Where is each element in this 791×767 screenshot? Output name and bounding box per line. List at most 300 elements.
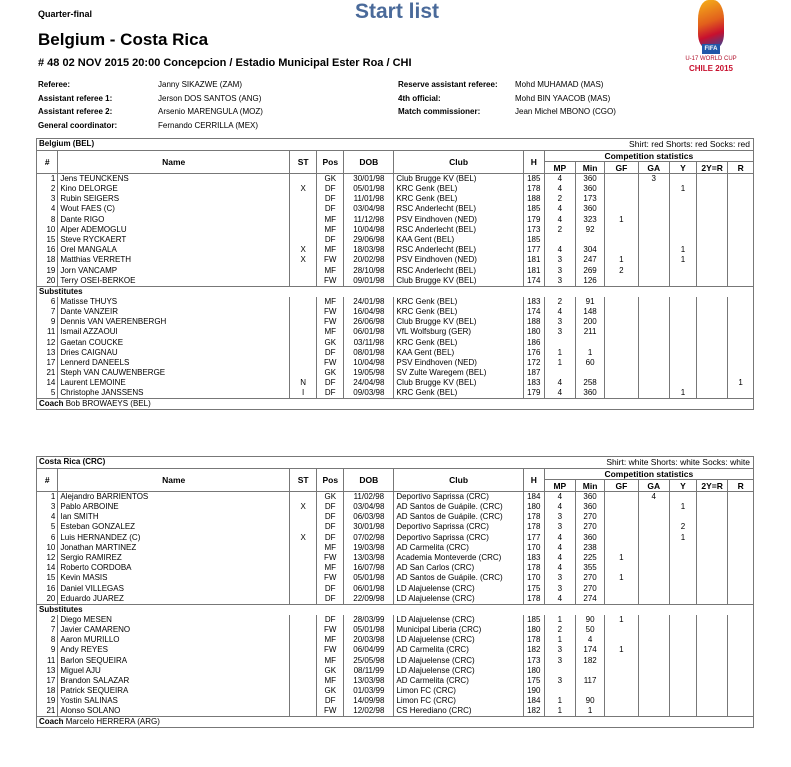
stat-y (669, 358, 696, 368)
stat-mp: 4 (544, 502, 575, 512)
player-dob: 13/03/98 (344, 553, 394, 563)
stat-mp: 4 (544, 563, 575, 573)
player-status (290, 358, 317, 368)
stat-gf (605, 184, 638, 194)
stat-y (669, 266, 696, 276)
stat-min: 1 (575, 348, 604, 358)
stat-mp: 3 (544, 327, 575, 337)
substitute-row (37, 666, 753, 676)
stat-ga (638, 553, 669, 563)
player-position: GK (317, 492, 344, 503)
col-stat: Y (669, 162, 696, 174)
col-status: ST (290, 151, 317, 174)
player-position: GK (317, 666, 344, 676)
player-height: 178 (523, 594, 544, 605)
stat-y (669, 297, 696, 307)
player-height: 190 (523, 686, 544, 696)
stat-2yr (697, 492, 728, 503)
player-club: LD Alajuelense (CRC) (394, 584, 523, 594)
col-status: ST (290, 469, 317, 492)
stat-2yr (697, 225, 728, 235)
team-header (37, 457, 753, 469)
stat-2yr (697, 625, 728, 635)
player-height: 180 (523, 625, 544, 635)
player-club: LD Alajuelense (CRC) (394, 615, 523, 625)
player-name: Aaron MURILLO (58, 635, 290, 645)
logo-line-2: CHILE 2015 (688, 64, 734, 73)
player-number: 18 (46, 255, 56, 265)
player-height: 184 (523, 492, 544, 503)
player-dob: 19/03/98 (344, 543, 394, 553)
player-dob: 16/07/98 (344, 563, 394, 573)
stat-min: 360 (575, 388, 604, 399)
player-dob: 14/09/98 (344, 696, 394, 706)
stat-min: 360 (575, 174, 604, 185)
player-position: FW (317, 358, 344, 368)
stat-y (669, 194, 696, 204)
player-number: 9 (50, 317, 56, 327)
stat-gf (605, 563, 638, 573)
stat-mp: 1 (544, 635, 575, 645)
player-height: 174 (523, 276, 544, 287)
stat-2yr (697, 615, 728, 625)
stat-min: 50 (575, 625, 604, 635)
stat-gf (605, 204, 638, 214)
player-status (290, 666, 317, 676)
stat-gf (605, 317, 638, 327)
player-club: Club Brugge KV (BEL) (394, 378, 523, 388)
col-stat: R (728, 162, 753, 174)
stat-min: 92 (575, 225, 604, 235)
substitute-row (37, 676, 753, 686)
col-stat: Min (575, 480, 604, 492)
player-position: MF (317, 635, 344, 645)
player-name: Kevin MASIS (58, 573, 290, 583)
stat-min: 1 (575, 706, 604, 717)
col-stat: Y (669, 480, 696, 492)
player-number: 2 (50, 614, 56, 624)
coach-label: Coach (39, 717, 64, 727)
tournament-logo (676, 0, 746, 86)
stat-y (669, 368, 696, 378)
stat-y (669, 563, 696, 573)
official-value: Jean Michel MBONO (CGO) (515, 107, 616, 116)
player-height: 188 (523, 317, 544, 327)
stat-min: 360 (575, 533, 604, 543)
player-name: Ismail AZZAOUI (58, 327, 290, 337)
official-label: Assistant referee 1: (38, 94, 113, 103)
player-name: Orel MANGALA (58, 245, 290, 255)
substitute-row (37, 337, 753, 347)
stat-y (669, 686, 696, 696)
player-height: 174 (523, 307, 544, 317)
starter-row (37, 204, 753, 214)
stat-mp: 4 (544, 594, 575, 605)
player-position: MF (317, 655, 344, 665)
stat-2yr (697, 358, 728, 368)
stat-ga (638, 215, 669, 225)
stat-mp: 4 (544, 543, 575, 553)
stat-r (728, 553, 753, 563)
stat-min: 270 (575, 584, 604, 594)
team-lineup-belgium (36, 138, 754, 410)
substitute-row (37, 358, 753, 368)
stat-ga (638, 512, 669, 522)
stat-gf: 1 (605, 553, 638, 563)
player-number: 3 (50, 194, 56, 204)
player-club: RSC Anderlecht (BEL) (394, 245, 523, 255)
player-status (290, 204, 317, 214)
stat-mp (544, 337, 575, 347)
starter-row (37, 584, 753, 594)
stat-2yr (697, 378, 728, 388)
stat-r (728, 492, 753, 503)
player-position: DF (317, 184, 344, 194)
player-number: 7 (50, 306, 56, 316)
player-dob: 06/01/98 (344, 584, 394, 594)
stat-r (728, 337, 753, 347)
stat-r (728, 368, 753, 378)
stat-y (669, 666, 696, 676)
stat-gf (605, 307, 638, 317)
stat-2yr (697, 676, 728, 686)
player-height: 183 (523, 553, 544, 563)
stat-mp: 4 (544, 215, 575, 225)
player-dob: 24/04/98 (344, 378, 394, 388)
stat-mp: 3 (544, 512, 575, 522)
player-status: X (290, 245, 317, 255)
player-number: 11 (47, 655, 56, 665)
stat-gf (605, 502, 638, 512)
player-status (290, 615, 317, 625)
player-status (290, 174, 317, 185)
player-position: MF (317, 563, 344, 573)
stat-y (669, 492, 696, 503)
stat-r (728, 174, 753, 185)
stat-mp: 2 (544, 297, 575, 307)
player-height: 173 (523, 655, 544, 665)
col-stat: Min (575, 162, 604, 174)
player-number: 1 (37, 492, 58, 503)
player-number: 21 (46, 706, 56, 716)
player-number: 8 (50, 214, 56, 224)
kit-colors: Shirt: white Shorts: white Socks: white (606, 457, 750, 467)
stat-gf (605, 635, 638, 645)
stat-ga (638, 307, 669, 317)
stat-2yr (697, 307, 728, 317)
player-dob: 11/01/98 (344, 194, 394, 204)
stat-min (575, 337, 604, 347)
stat-2yr (697, 297, 728, 307)
player-height: 187 (523, 368, 544, 378)
substitute-row (37, 297, 753, 307)
team-name: Belgium (BEL) (39, 139, 95, 148)
stat-2yr (697, 337, 728, 347)
stat-mp (544, 666, 575, 676)
player-position: GK (317, 337, 344, 347)
stat-2yr (697, 502, 728, 512)
stat-r (728, 573, 753, 583)
player-status (290, 594, 317, 605)
player-club: KRC Genk (BEL) (394, 297, 523, 307)
player-status: N (290, 378, 317, 388)
stat-2yr (697, 522, 728, 532)
player-position: DF (317, 235, 344, 245)
official-label: Match commissioner: (398, 107, 481, 116)
player-status: X (290, 255, 317, 265)
player-name: Wout FAES (C) (58, 204, 290, 214)
player-number: 11 (47, 327, 56, 337)
player-number: 17 (46, 675, 56, 685)
stat-y: 1 (669, 502, 696, 512)
stat-mp: 2 (544, 625, 575, 635)
stat-y (669, 512, 696, 522)
stat-ga (638, 225, 669, 235)
player-position: DF (317, 502, 344, 512)
player-name: Steve RYCKAERT (58, 235, 290, 245)
player-height: 179 (523, 388, 544, 399)
stat-r (728, 266, 753, 276)
player-number: 5 (50, 388, 56, 398)
player-status (290, 645, 317, 655)
stat-min: 355 (575, 563, 604, 573)
stat-min: 274 (575, 594, 604, 605)
stat-mp: 1 (544, 696, 575, 706)
player-number: 16 (46, 583, 56, 593)
player-name: Javier CAMARENO (58, 625, 290, 635)
starter-row (37, 184, 753, 194)
player-height: 188 (523, 194, 544, 204)
stat-gf (605, 225, 638, 235)
player-number: 10 (46, 542, 56, 552)
player-club: Club Brugge KV (BEL) (394, 317, 523, 327)
stat-y (669, 317, 696, 327)
stat-2yr (697, 594, 728, 605)
stat-ga (638, 184, 669, 194)
player-height: 186 (523, 337, 544, 347)
player-club: AD Santos de Guápile. (CRC) (394, 512, 523, 522)
player-height: 183 (523, 297, 544, 307)
player-dob: 08/01/98 (344, 348, 394, 358)
player-club: Deportivo Saprissa (CRC) (394, 522, 523, 532)
stat-gf (605, 245, 638, 255)
player-position: DF (317, 204, 344, 214)
stat-mp: 1 (544, 706, 575, 717)
player-status (290, 317, 317, 327)
substitute-row (37, 327, 753, 337)
player-status (290, 696, 317, 706)
player-dob: 22/09/98 (344, 594, 394, 605)
stat-ga (638, 533, 669, 543)
stat-min: 91 (575, 297, 604, 307)
player-position: MF (317, 543, 344, 553)
stat-ga (638, 378, 669, 388)
stat-r (728, 522, 753, 532)
col-position: Pos (317, 151, 344, 174)
player-number: 7 (50, 624, 56, 634)
player-name: Dante VANZEIR (58, 307, 290, 317)
stat-gf (605, 533, 638, 543)
player-height: 173 (523, 225, 544, 235)
stat-mp: 2 (544, 225, 575, 235)
player-height: 180 (523, 502, 544, 512)
stat-min (575, 368, 604, 378)
stat-ga (638, 194, 669, 204)
stat-2yr (697, 533, 728, 543)
stat-gf (605, 378, 638, 388)
player-height: 185 (523, 235, 544, 245)
player-name: Jens TEUNCKENS (58, 174, 290, 185)
stat-r (728, 276, 753, 287)
player-number: 6 (50, 296, 56, 306)
player-dob: 29/06/98 (344, 235, 394, 245)
stat-r (728, 625, 753, 635)
player-club: KRC Genk (BEL) (394, 184, 523, 194)
player-dob: 01/03/99 (344, 686, 394, 696)
stat-r (728, 543, 753, 553)
player-dob: 30/01/98 (344, 522, 394, 532)
stat-ga (638, 584, 669, 594)
player-status (290, 706, 317, 717)
stat-r (728, 235, 753, 245)
stat-mp: 4 (544, 245, 575, 255)
player-club: PSV Eindhoven (NED) (394, 255, 523, 265)
player-club: KRC Genk (BEL) (394, 337, 523, 347)
team-lineup-costa-rica (36, 456, 754, 728)
player-height: 177 (523, 245, 544, 255)
substitutes-section (37, 286, 753, 297)
player-status (290, 655, 317, 665)
player-position: GK (317, 686, 344, 696)
col-number: # (44, 475, 50, 485)
stat-mp: 2 (544, 194, 575, 204)
player-name: Gaetan COUCKE (58, 337, 290, 347)
stat-min: 60 (575, 358, 604, 368)
stat-y (669, 174, 696, 185)
player-number: 6 (50, 532, 56, 542)
stat-gf (605, 543, 638, 553)
stat-y (669, 276, 696, 287)
official-value: Fernando CERRILLA (MEX) (158, 121, 259, 130)
player-dob: 10/04/98 (344, 225, 394, 235)
stat-ga (638, 522, 669, 532)
stat-gf (605, 235, 638, 245)
stat-mp (544, 368, 575, 378)
starter-row (37, 215, 753, 225)
player-club: Limon FC (CRC) (394, 696, 523, 706)
player-height: 172 (523, 358, 544, 368)
starter-row (37, 512, 753, 522)
stat-2yr (697, 635, 728, 645)
player-status (290, 522, 317, 532)
player-club: LD Alajuelense (CRC) (394, 594, 523, 605)
player-position: MF (317, 297, 344, 307)
coach-row (37, 399, 753, 410)
match-teams: Belgium - Costa Rica (38, 30, 209, 49)
stat-2yr (697, 655, 728, 665)
player-position: DF (317, 584, 344, 594)
player-status: I (290, 388, 317, 399)
player-name: Barlon SEQUEIRA (58, 655, 290, 665)
stat-mp (544, 686, 575, 696)
stat-mp: 4 (544, 553, 575, 563)
player-position: MF (317, 215, 344, 225)
official-label: Assistant referee 2: (38, 107, 113, 116)
player-status (290, 266, 317, 276)
player-height: 177 (523, 533, 544, 543)
stat-min: 360 (575, 204, 604, 214)
player-dob: 11/12/98 (344, 215, 394, 225)
stat-min: 270 (575, 512, 604, 522)
player-number: 4 (50, 204, 56, 214)
stat-y (669, 543, 696, 553)
stat-mp: 3 (544, 645, 575, 655)
stat-min: 117 (575, 676, 604, 686)
player-name: Daniel VILLEGAS (58, 584, 290, 594)
stat-mp: 3 (544, 522, 575, 532)
stat-y (669, 573, 696, 583)
stat-mp: 3 (544, 317, 575, 327)
player-position: DF (317, 522, 344, 532)
stat-min: 225 (575, 553, 604, 563)
stat-min: 360 (575, 502, 604, 512)
stat-ga (638, 297, 669, 307)
stat-gf (605, 194, 638, 204)
stat-gf: 1 (605, 573, 638, 583)
stat-y (669, 676, 696, 686)
player-position: FW (317, 706, 344, 717)
player-club: Municipal Liberia (CRC) (394, 625, 523, 635)
player-dob: 06/04/99 (344, 645, 394, 655)
stat-ga (638, 502, 669, 512)
player-height: 182 (523, 645, 544, 655)
stat-mp (544, 235, 575, 245)
stat-min: 182 (575, 655, 604, 665)
stat-2yr (697, 327, 728, 337)
player-club: Club Brugge KV (BEL) (394, 276, 523, 287)
stat-r (728, 686, 753, 696)
stat-r (728, 645, 753, 655)
player-dob: 19/05/98 (344, 368, 394, 378)
player-number: 4 (50, 512, 56, 522)
player-number: 21 (46, 368, 56, 378)
player-number: 18 (46, 686, 56, 696)
player-number: 15 (46, 235, 56, 245)
match-info: # 48 02 NOV 2015 20:00 Concepcion / Estadio Municipal Ester Roa / CHI (38, 57, 412, 69)
substitute-row (37, 635, 753, 645)
player-height: 181 (523, 255, 544, 265)
player-dob: 09/01/98 (344, 276, 394, 287)
player-club: LD Alajuelense (CRC) (394, 655, 523, 665)
stat-r (728, 358, 753, 368)
col-stat: R (728, 480, 753, 492)
player-status (290, 584, 317, 594)
player-status (290, 543, 317, 553)
stat-mp: 3 (544, 276, 575, 287)
col-stat: 2Y=R (697, 480, 728, 492)
player-dob: 05/01/98 (344, 625, 394, 635)
stat-min: 258 (575, 378, 604, 388)
stat-2yr (697, 235, 728, 245)
page-title: Start list (355, 0, 440, 23)
stat-ga: 4 (638, 492, 669, 503)
col-name: Name (58, 151, 290, 174)
player-club: KRC Genk (BEL) (394, 307, 523, 317)
stat-ga (638, 625, 669, 635)
player-status (290, 337, 317, 347)
player-position: MF (317, 327, 344, 337)
stat-r (728, 194, 753, 204)
